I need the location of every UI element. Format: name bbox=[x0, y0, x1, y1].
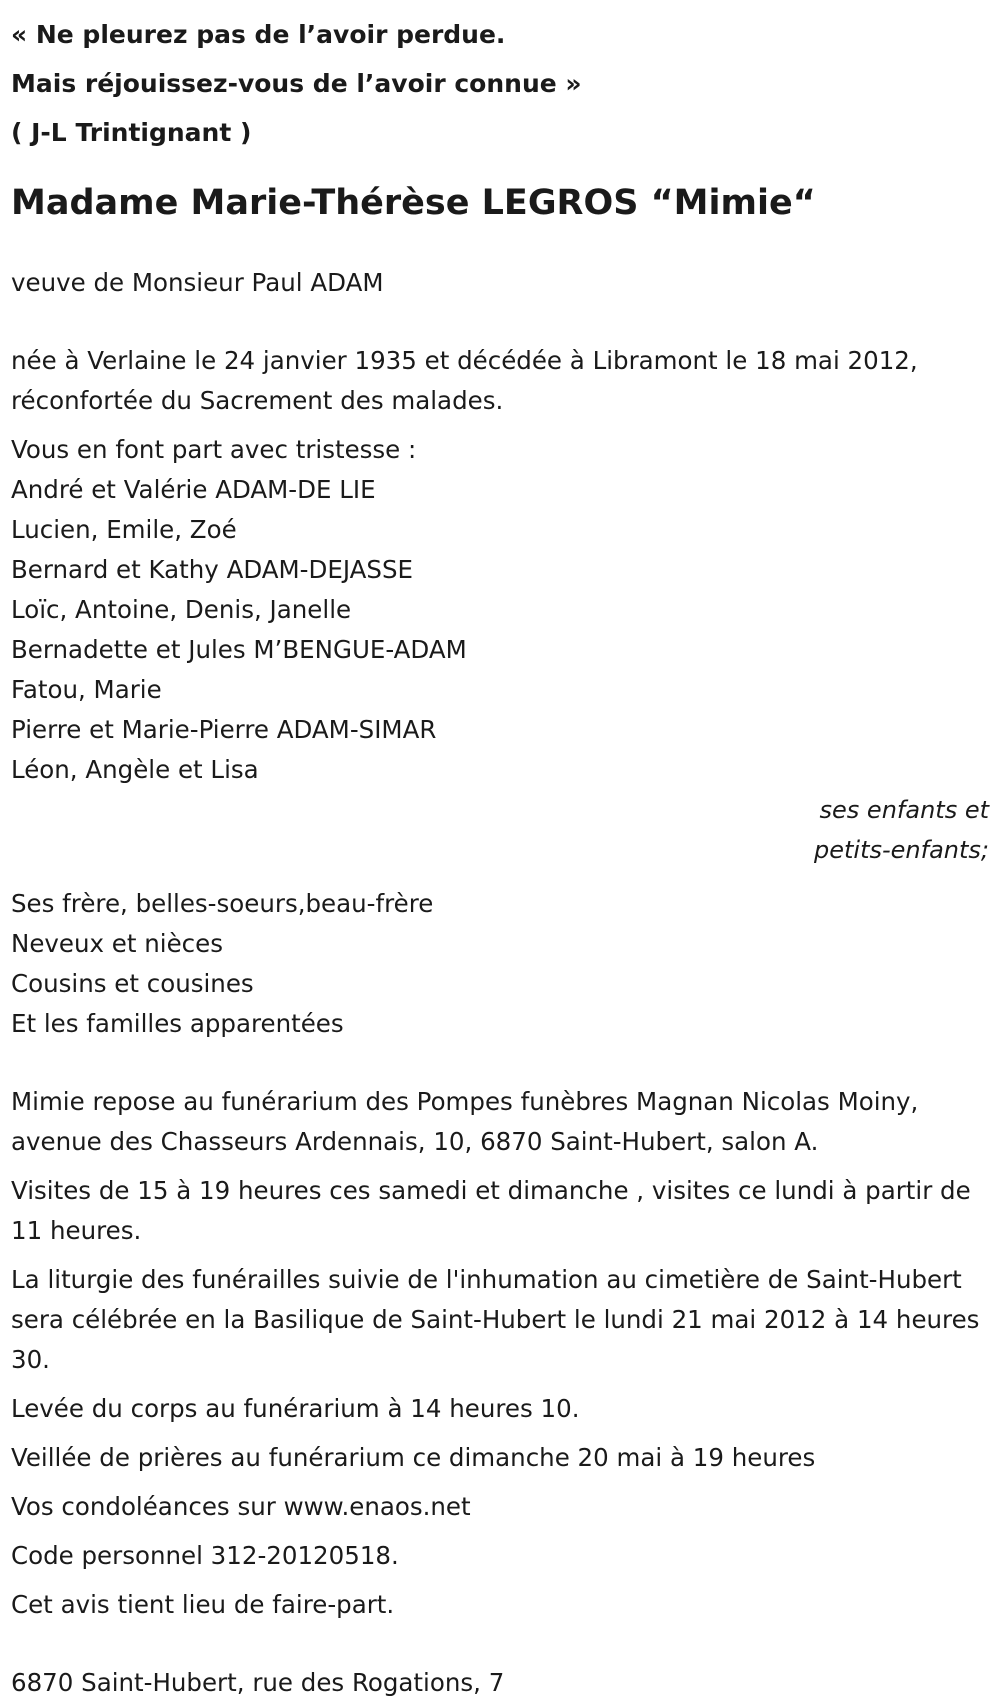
family-member: Pierre et Marie-Pierre ADAM-SIMAR bbox=[11, 715, 437, 744]
family-role-line-2: petits-enfants; bbox=[814, 836, 989, 864]
relatives-item: Neveux et nièces bbox=[11, 929, 223, 958]
quote-line-2: Mais réjouissez-vous de l’avoir connue » bbox=[11, 69, 582, 98]
relatives-item: Et les familles apparentées bbox=[11, 1009, 344, 1038]
family-member: André et Valérie ADAM-DE LIE bbox=[11, 475, 376, 504]
visits-paragraph: Visites de 15 à 19 heures ces samedi et dimanche , visites ce lundi à partir de 11 heures. bbox=[11, 1176, 971, 1245]
relatives-list bbox=[11, 884, 990, 1044]
quote-block bbox=[11, 10, 990, 157]
liturgy-paragraph: La liturgie des funérailles suivie de l'inhumation au cimetière de Saint-Hubert sera célébrée en la Basilique de Saint-Hubert le lundi 21 mai 2012 à 14 heures 30. bbox=[11, 1265, 980, 1374]
relatives-item: Ses frère, belles-soeurs,beau-frère bbox=[11, 889, 434, 918]
veillee-line: Veillée de prières au funérarium ce dimanche 20 mai à 19 heures bbox=[11, 1443, 816, 1472]
family-member: Bernard et Kathy ADAM-DEJASSE bbox=[11, 555, 414, 584]
personal-code-line: Code personnel 312-20120518. bbox=[11, 1541, 399, 1570]
notice-line: Cet avis tient lieu de faire-part. bbox=[11, 1590, 395, 1619]
levee-line: Levée du corps au funérarium à 14 heures 10. bbox=[11, 1394, 580, 1423]
announcement-intro: Vous en font part avec tristesse : bbox=[11, 435, 417, 464]
family-member: Fatou, Marie bbox=[11, 675, 162, 704]
family-list bbox=[11, 470, 990, 790]
family-member: Bernadette et Jules M’BENGUE-ADAM bbox=[11, 635, 467, 664]
family-member: Léon, Angèle et Lisa bbox=[11, 755, 259, 784]
spouse-line: veuve de Monsieur Paul ADAM bbox=[11, 268, 384, 297]
family-member: Lucien, Emile, Zoé bbox=[11, 515, 237, 544]
relatives-item: Cousins et cousines bbox=[11, 969, 254, 998]
family-member: Loïc, Antoine, Denis, Janelle bbox=[11, 595, 352, 624]
quote-author: ( J-L Trintignant ) bbox=[11, 118, 252, 147]
condolences-line: Vos condoléances sur www.enaos.net bbox=[11, 1492, 471, 1521]
family-role bbox=[11, 790, 990, 870]
family-role-line-1: ses enfants et bbox=[819, 796, 989, 824]
quote-line-1: « Ne pleurez pas de l’avoir perdue. bbox=[11, 20, 506, 49]
deceased-name: Madame Marie-Thérèse LEGROS “Mimie“ bbox=[11, 183, 816, 223]
repose-paragraph: Mimie repose au funérarium des Pompes funèbres Magnan Nicolas Moiny, avenue des Chasseurs Ardennais, 10, 6870 Saint-Hubert, salon A. bbox=[11, 1087, 919, 1156]
address-line: 6870 Saint-Hubert, rue des Rogations, 7 bbox=[11, 1668, 505, 1697]
birth-death-paragraph: née à Verlaine le 24 janvier 1935 et décédée à Libramont le 18 mai 2012, réconfortée du Sacrement des malades. bbox=[11, 346, 918, 415]
